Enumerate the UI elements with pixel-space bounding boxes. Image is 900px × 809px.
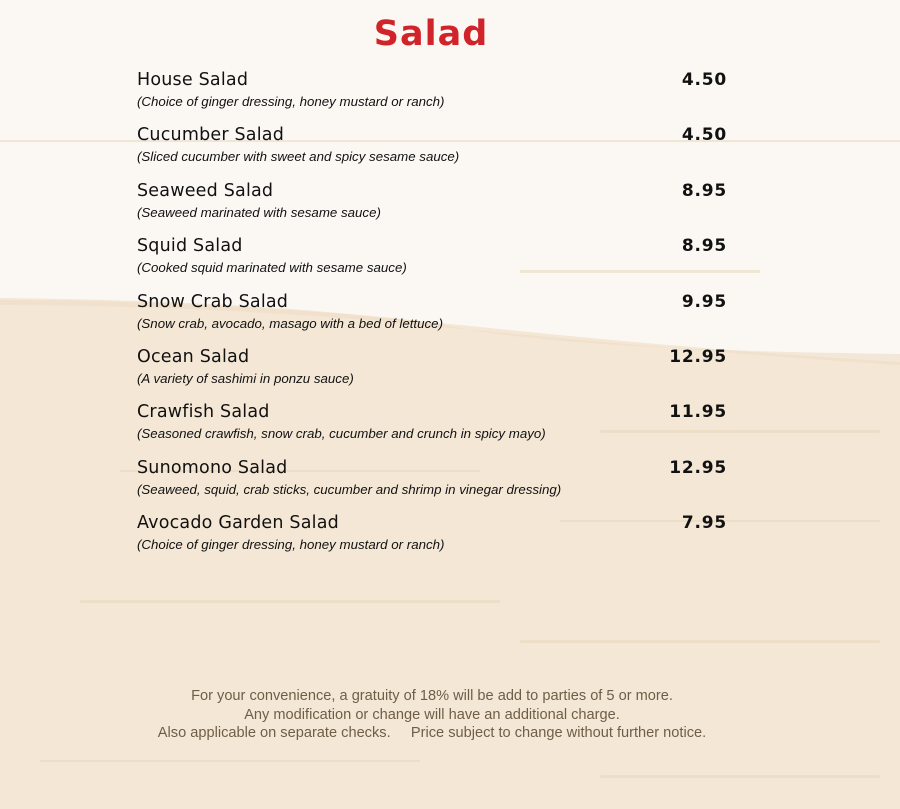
item-price: 11.95 — [669, 402, 727, 423]
item-name: Ocean Salad — [137, 346, 250, 367]
menu-item — [137, 125, 727, 180]
menu-item — [137, 402, 727, 457]
item-price: 12.95 — [669, 457, 727, 478]
item-price: 12.95 — [669, 346, 727, 367]
item-name: Avocado Garden Salad — [137, 513, 339, 534]
footer-notice — [0, 687, 864, 743]
item-price: 4.50 — [681, 125, 727, 146]
item-price: 8.95 — [681, 180, 727, 201]
item-description: (Snow crab, avocado, masago with a bed of lettuce) — [137, 315, 443, 331]
modification-note: Any modification or change will have an additional charge. — [244, 706, 620, 723]
item-description: (Cooked squid marinated with sesame sauce) — [137, 260, 407, 276]
item-price: 8.95 — [681, 236, 727, 257]
menu-item — [137, 347, 727, 402]
item-description: (Seasoned crawfish, snow crab, cucumber and crunch in spicy mayo) — [137, 426, 546, 442]
menu-item — [137, 458, 727, 513]
item-name: Squid Salad — [137, 236, 243, 257]
item-name: Crawfish Salad — [137, 402, 270, 423]
item-name: Seaweed Salad — [137, 180, 274, 201]
menu-item — [137, 181, 727, 236]
menu-item — [137, 292, 727, 347]
item-price: 4.50 — [681, 70, 727, 90]
gratuity-note: For your convenience, a gratuity of 18% will be add to parties of 5 or more. — [191, 688, 673, 704]
page-title: Salad — [373, 14, 489, 54]
item-name: Sunomono Salad — [137, 457, 288, 478]
item-description: (Seaweed marinated with sesame sauce) — [137, 204, 381, 220]
menu-item — [137, 70, 727, 125]
item-description: (Choice of ginger dressing, honey mustard or ranch) — [137, 537, 445, 553]
item-description: (Choice of ginger dressing, honey mustard or ranch) — [137, 94, 445, 109]
item-name: Snow Crab Salad — [137, 291, 289, 312]
item-description: (Sliced cucumber with sweet and spicy sesame sauce) — [137, 149, 460, 165]
menu-item — [137, 236, 727, 291]
price-change-note: Also applicable on separate checks. Price subject to change without further notice. — [157, 725, 707, 741]
item-price: 9.95 — [681, 291, 727, 312]
item-description: (A variety of sashimi in ponzu sauce) — [137, 370, 354, 386]
item-name: House Salad — [137, 70, 249, 90]
item-name: Cucumber Salad — [137, 125, 285, 146]
menu-list — [137, 70, 727, 569]
item-description: (Seaweed, squid, crab sticks, cucumber and shrimp in vinegar dressing) — [137, 481, 562, 497]
menu-item — [137, 513, 727, 568]
item-price: 7.95 — [681, 513, 727, 534]
